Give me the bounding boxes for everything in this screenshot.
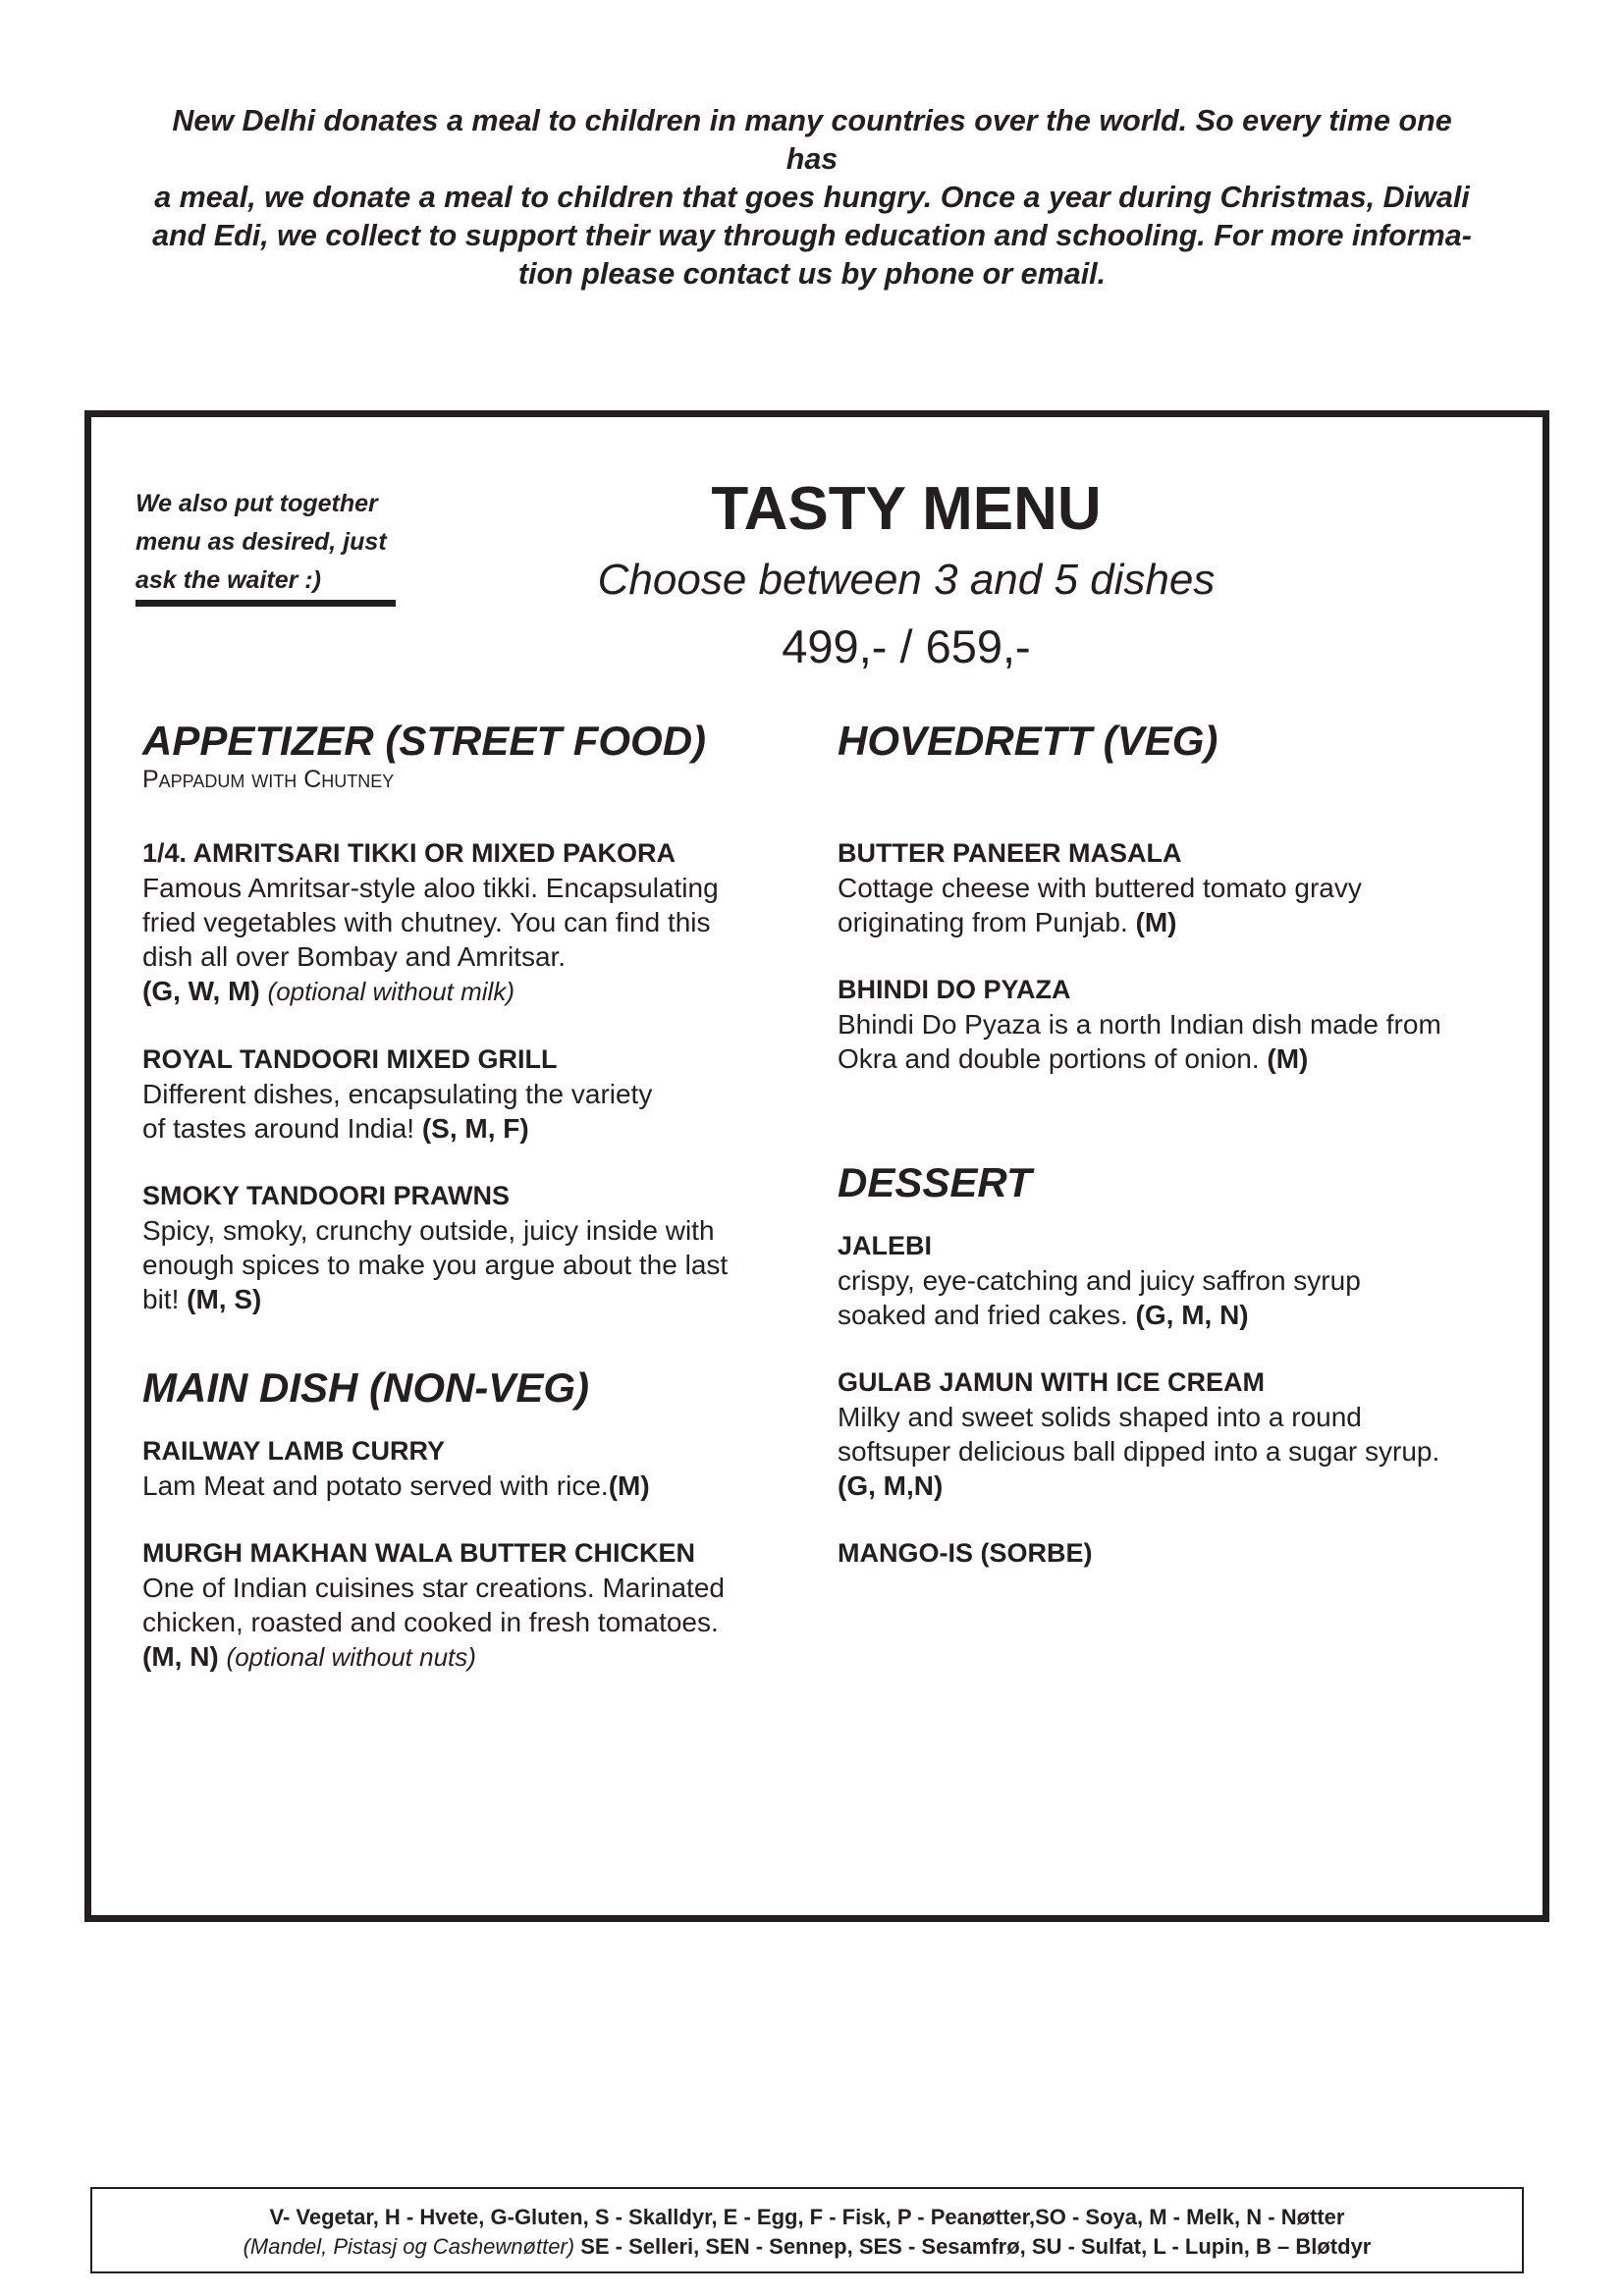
item-description: bit! xyxy=(142,1284,180,1314)
section-subheading-appetizer: Pappadum with Chutney xyxy=(142,766,395,793)
allergen-legend xyxy=(90,2187,1524,2273)
section-heading-main-dish: MAIN DISH (NON-VEG) xyxy=(142,1364,589,1411)
item-name: RAILWAY LAMB CURRY xyxy=(142,1436,446,1466)
item-description: Spicy, smoky, crunchy outside, juicy inside with xyxy=(142,1215,715,1246)
item-name: MURGH MAKHAN WALA BUTTER CHICKEN xyxy=(142,1538,695,1568)
allergen-codes: (G, M,N) xyxy=(838,1470,944,1501)
menu-item xyxy=(838,1229,1525,1332)
item-description: originating from Punjab. xyxy=(838,907,1128,937)
section-heading-hovedrett: HOVEDRETT (VEG) xyxy=(838,718,1218,764)
item-description-last xyxy=(838,905,1525,939)
item-name: MANGO-IS (SORBE) xyxy=(838,1538,1093,1568)
note-line: ask the waiter :) xyxy=(135,566,321,594)
note-line: menu as desired, just xyxy=(135,528,387,556)
allergen-codes: (M, S) xyxy=(187,1284,262,1314)
item-description: Cottage cheese with buttered tomato gravy xyxy=(838,873,1362,903)
note-line: We also put together xyxy=(135,490,378,517)
menu-price: 499,- / 659,- xyxy=(782,620,1031,672)
menu-item xyxy=(838,973,1525,1076)
menu-item xyxy=(838,1365,1525,1503)
item-description: of tastes around India! xyxy=(142,1113,415,1144)
custom-menu-note xyxy=(135,485,420,600)
section-heading-dessert: DESSERT xyxy=(838,1159,1032,1205)
allergen-legend-line: V- Vegetar, H - Hvete, G-Gluten, S - Skalldyr, E - Egg, F - Fisk, P - Peanøtter,SO - Soya, M - Melk, N - Nøtter xyxy=(269,2205,1345,2229)
left-column xyxy=(142,717,830,1675)
item-name: BUTTER PANEER MASALA xyxy=(838,838,1182,868)
item-allergens-line xyxy=(142,1639,830,1675)
item-option-note: (optional without nuts) xyxy=(226,1642,476,1672)
allergen-legend-rest: SE - Selleri, SEN - Sennep, SES - Sesamfrø, SU - Sulfat, L - Lupin, B – Bløtdyr xyxy=(574,2234,1372,2259)
item-description: softsuper delicious ball dipped into a sugar syrup. xyxy=(838,1436,1440,1467)
note-underline xyxy=(135,600,396,607)
menu-item xyxy=(142,1179,830,1316)
donation-notice xyxy=(147,102,1477,294)
item-description-last xyxy=(838,1041,1525,1076)
item-description-last xyxy=(838,1298,1525,1332)
menu-header xyxy=(386,471,1427,678)
item-name: JALEBI xyxy=(838,1231,933,1260)
tasty-menu-box xyxy=(84,410,1549,1922)
allergen-codes: (M) xyxy=(1267,1043,1309,1074)
item-description: Milky and sweet solids shaped into a round xyxy=(838,1402,1362,1432)
item-description: Different dishes, encapsulating the variety xyxy=(142,1079,653,1109)
item-description: Bhindi Do Pyaza is a north Indian dish made from xyxy=(838,1009,1441,1040)
item-description-last xyxy=(142,1468,830,1503)
right-column xyxy=(838,717,1525,1571)
donation-line: a meal, we donate a meal to children that goes hungry. Once a year during Christmas, Diwali xyxy=(154,181,1470,214)
item-description: Okra and double portions of onion. xyxy=(838,1043,1260,1074)
menu-item xyxy=(142,1536,830,1675)
donation-line: New Delhi donates a meal to children in many countries over the world. So every time one has xyxy=(172,104,1452,176)
item-description: chicken, roasted and cooked in fresh tomatoes. xyxy=(142,1607,719,1637)
menu-item xyxy=(838,836,1525,939)
item-name: GULAB JAMUN WITH ICE CREAM xyxy=(838,1367,1265,1397)
item-description: One of Indian cuisines star creations. Marinated xyxy=(142,1573,725,1603)
menu-item xyxy=(142,1434,830,1503)
menu-item xyxy=(838,1536,1525,1571)
item-description: crispy, eye-catching and juicy saffron syrup xyxy=(838,1265,1361,1296)
allergen-codes: (M) xyxy=(608,1470,650,1501)
donation-line: and Edi, we collect to support their way through education and schooling. For more informa- xyxy=(152,219,1472,252)
donation-line: tion please contact us by phone or email. xyxy=(517,257,1107,291)
item-description: Lam Meat and potato served with rice. xyxy=(142,1470,609,1501)
menu-title: TASTY MENU xyxy=(711,475,1102,543)
item-name: BHINDI DO PYAZA xyxy=(838,975,1071,1004)
item-allergens-line xyxy=(142,974,830,1009)
item-description: Famous Amritsar-style aloo tikki. Encapsulating xyxy=(142,873,719,903)
menu-item xyxy=(142,836,830,1009)
item-description: fried vegetables with chutney. You can find this xyxy=(142,907,711,937)
allergen-legend-nuts-note: (Mandel, Pistasj og Cashewnøtter) xyxy=(243,2234,575,2259)
allergen-codes: (G, W, M) xyxy=(142,976,260,1006)
allergen-codes: (S, M, F) xyxy=(421,1113,529,1144)
item-description: soaked and fried cakes. xyxy=(838,1300,1128,1330)
item-description: dish all over Bombay and Amritsar. xyxy=(142,941,567,972)
allergen-codes: (M, N) xyxy=(142,1641,219,1672)
item-description-last xyxy=(142,1111,830,1146)
allergen-codes: (M) xyxy=(1135,907,1177,937)
allergen-legend-line xyxy=(92,2232,1522,2262)
section-heading-appetizer: APPETIZER (STREET FOOD) xyxy=(142,718,707,764)
item-option-note: (optional without milk) xyxy=(267,977,514,1006)
menu-item xyxy=(142,1042,830,1146)
item-description-last xyxy=(142,1282,830,1316)
item-name: 1/4. AMRITSARI TIKKI OR MIXED PAKORA xyxy=(142,838,677,868)
item-name: ROYAL TANDOORI MIXED GRILL xyxy=(142,1044,558,1074)
item-name: SMOKY TANDOORI PRAWNS xyxy=(142,1181,511,1210)
item-description: enough spices to make you argue about the last xyxy=(142,1250,729,1280)
allergen-codes: (G, M, N) xyxy=(1135,1300,1249,1330)
menu-subtitle: Choose between 3 and 5 dishes xyxy=(597,556,1216,604)
